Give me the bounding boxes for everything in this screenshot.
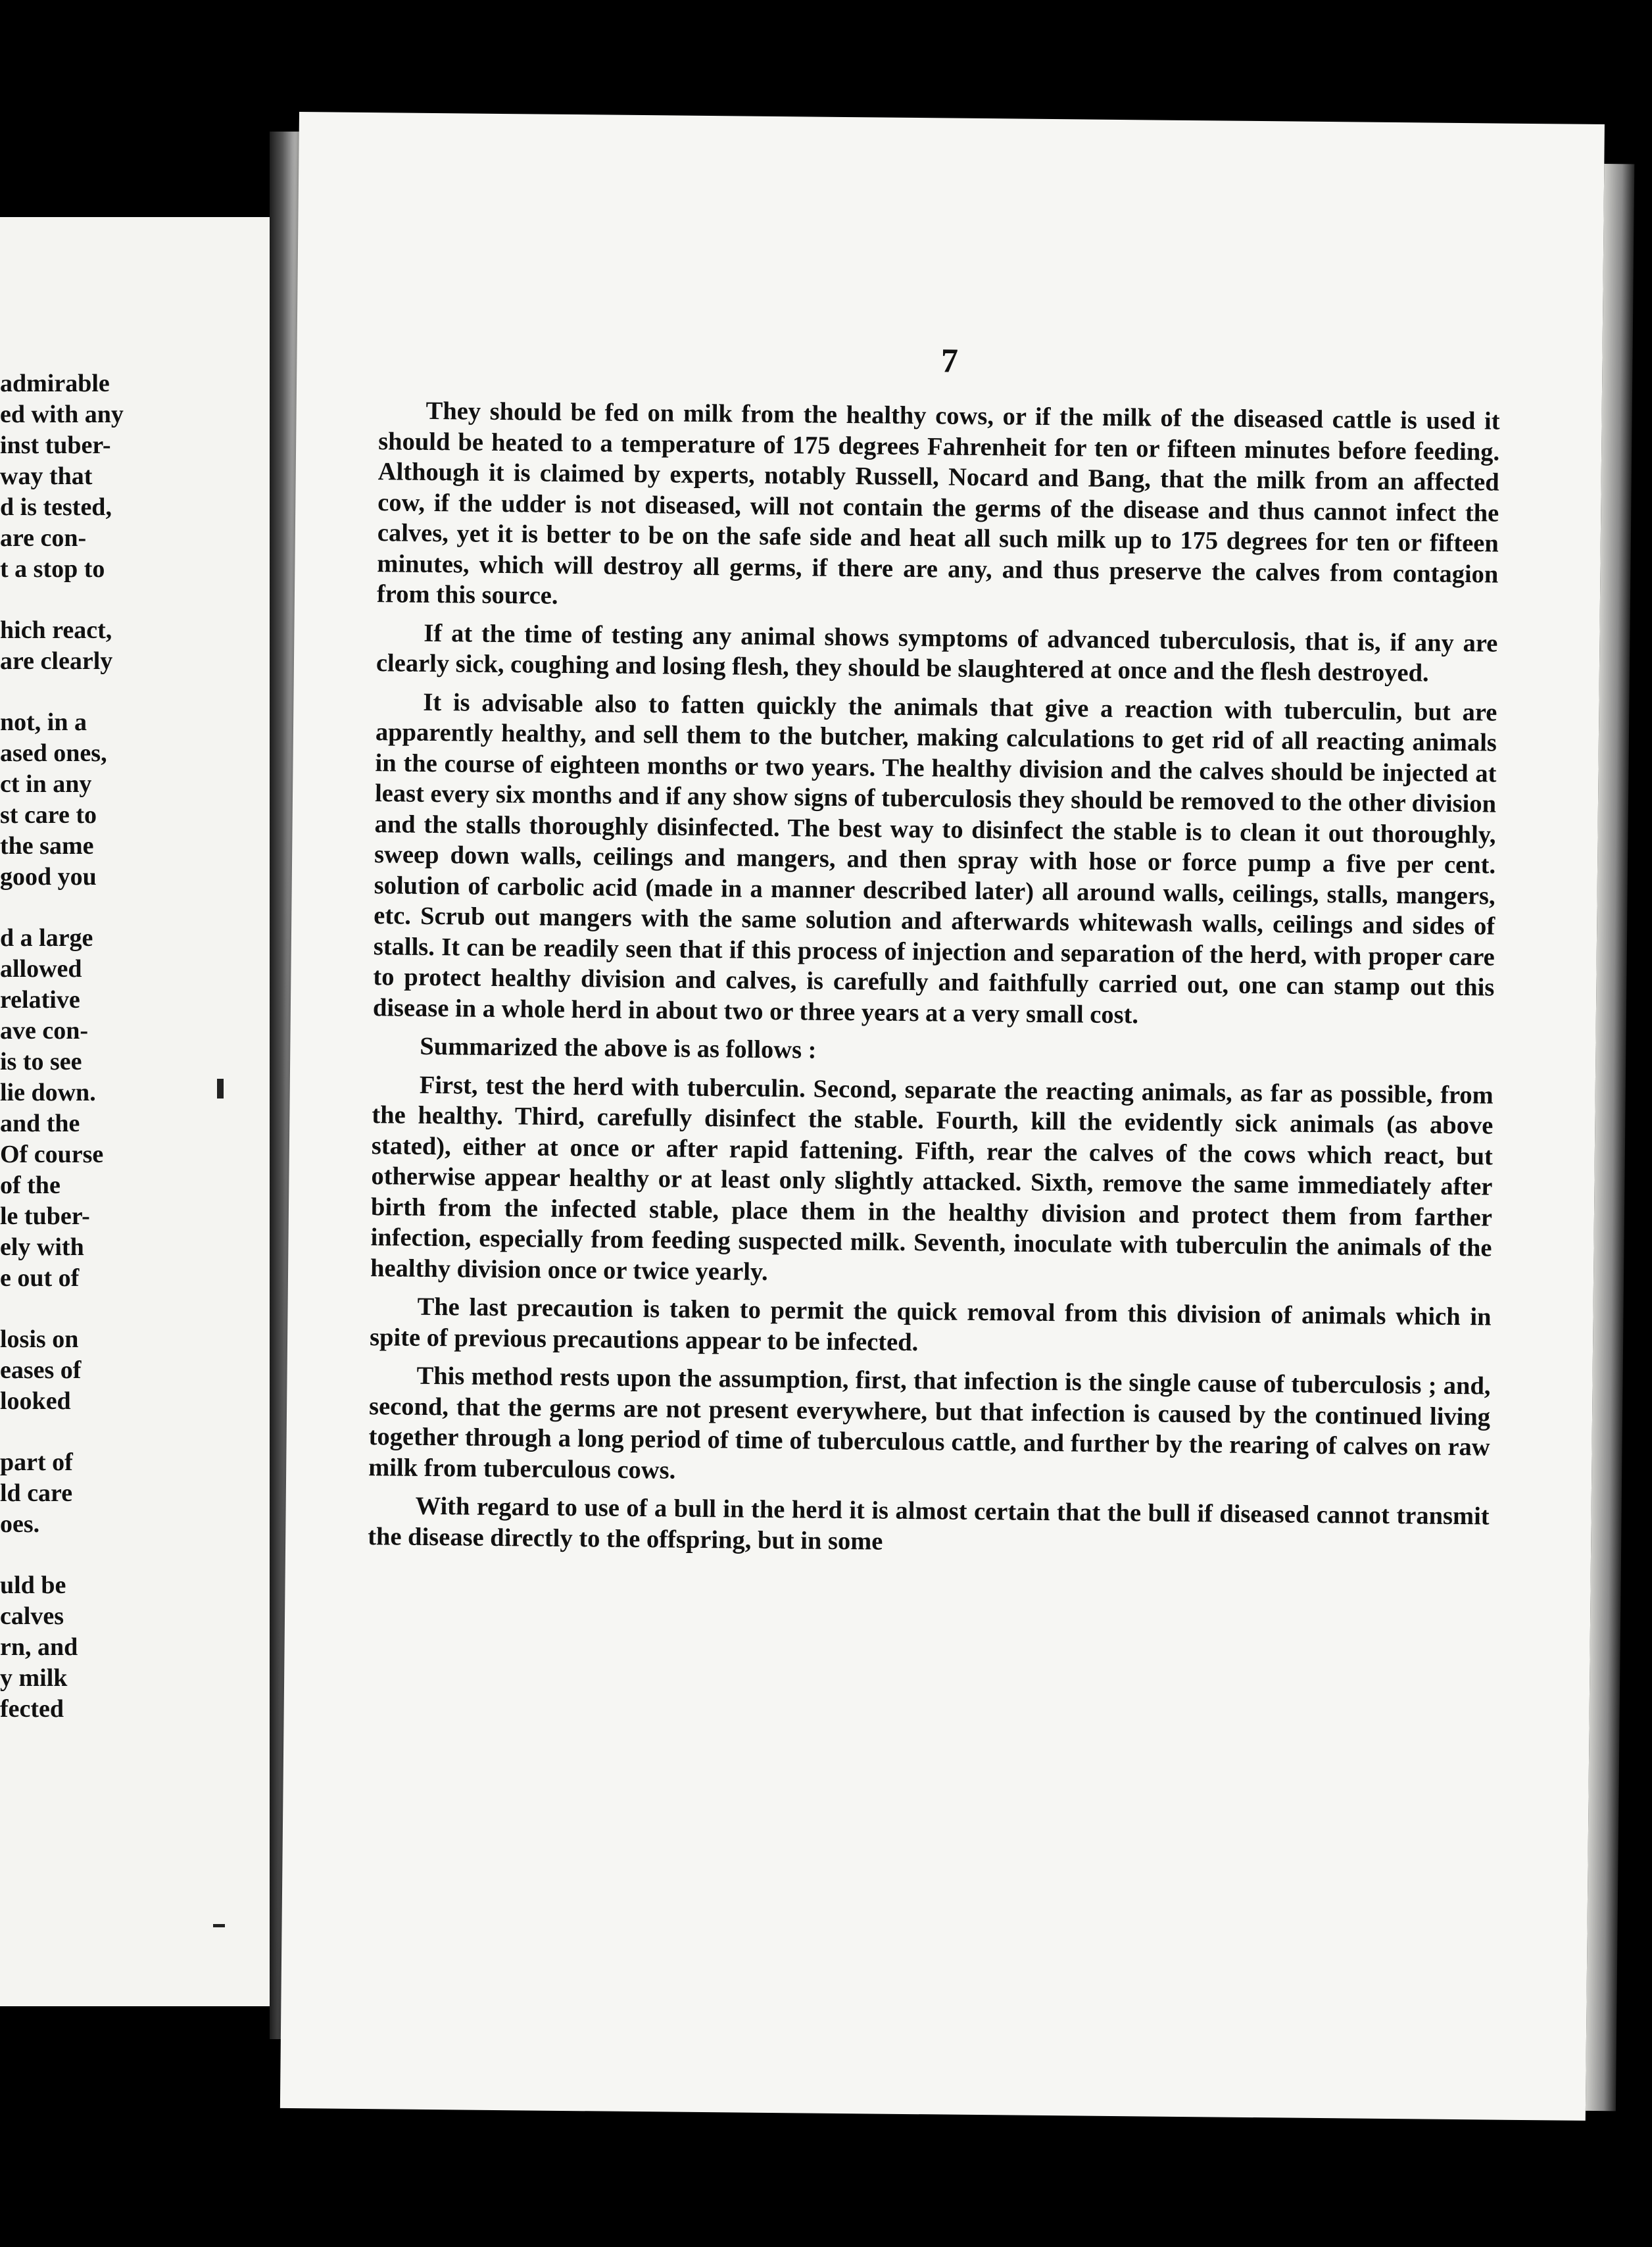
left-page-line: hich react, [0, 616, 112, 644]
page-edge-shadow [1586, 164, 1634, 2111]
page-body-text [368, 395, 1500, 1570]
left-facing-page [0, 217, 270, 2006]
left-page-line: admirable [0, 370, 110, 397]
left-page-line: eases of [0, 1356, 82, 1384]
left-page-line: of the [0, 1172, 61, 1199]
left-page-line: not, in a [0, 708, 87, 736]
left-page-line: ld care [0, 1479, 73, 1507]
left-page-line: relative [0, 986, 80, 1014]
left-page-line: uld be [0, 1571, 66, 1599]
left-page-text-fragment [0, 368, 270, 1725]
paragraph-summary-steps: First, test the herd with tuberculin. Second, separate the reacting animals, as far as possible, from the healthy. Third, carefully disinfect the stable. Fourth, kill the evidently sick animals (as above stated), either at once or after rapid fattening. Fifth, rear the calves of the cows which react, but otherwise appear healthy or at least only slightly attacked. Sixth, remove the same immediately after birth from the infected stable, place them in the healthy division and protect them from farther infection, especially from feeding suspected milk. Seventh, inoculate with tuberculin the animals of the healthy division once or twice yearly. [370, 1071, 1494, 1286]
left-page-line: are con- [0, 524, 87, 552]
left-page-line: part of [0, 1448, 73, 1476]
left-page-line: d is tested, [0, 493, 112, 521]
margin-mark-top [217, 1079, 224, 1099]
left-page-line: t a stop to [0, 555, 105, 583]
page-number: 7 [940, 342, 959, 380]
left-page-line: allowed [0, 955, 82, 983]
left-page-line: and the [0, 1110, 80, 1137]
left-page-line-gap [0, 1417, 158, 1447]
left-page-line: way that [0, 462, 93, 490]
left-page-line: lie down. [0, 1079, 96, 1106]
left-page-line: the same [0, 832, 94, 860]
binding-margin-marks [217, 1079, 225, 1934]
left-page-line: ed with any [0, 401, 124, 428]
left-page-line: are clearly [0, 647, 113, 675]
left-page-line: fected [0, 1695, 64, 1723]
left-page-line: ct in any [0, 770, 92, 798]
left-page-line-gap [0, 677, 158, 707]
left-page-line: is to see [0, 1048, 82, 1075]
paragraph-last-precaution: The last precaution is taken to permit the quick removal from this division of animals which in spite of previous precautions appear to be infected. [369, 1293, 1492, 1356]
left-page-line-gap [0, 1540, 158, 1570]
left-page-line: good you [0, 863, 97, 891]
left-page-line: losis on [0, 1325, 79, 1353]
paragraph-bull: With regard to use of a bull in the herd it is almost certain that the bull if diseased cannot transmit the disease directly to the offspring, but in some [368, 1492, 1490, 1556]
left-page-line-gap [0, 1294, 158, 1324]
margin-mark-bottom [213, 1924, 225, 1927]
left-page-line: oes. [0, 1510, 40, 1538]
left-page-line: e out of [0, 1264, 80, 1292]
left-page-line: calves [0, 1602, 64, 1630]
left-page-line: ave con- [0, 1017, 89, 1045]
left-page-line: ased ones, [0, 739, 107, 767]
left-page-line-gap [0, 893, 158, 923]
paragraph-milk-feeding: They should be fed on milk from the healthy cows, or if the milk of the diseased cattle is used it should be heated to a temperature of 175 degrees Fahrenheit for ten or fifteen minutes before feeding. Although it is claimed by experts, notably Russell, Nocard and Bang, that the milk from an affected cow, if the udder is not diseased, will not contain the germs of the disease and thus cannot infect the calves, yet it is better to be on the safe side and heat all such milk up to 175 degrees for ten or fifteen minutes, which will destroy all germs, if there are any, and thus preserve the calves from contagion from this source. [376, 397, 1500, 610]
left-page-line: le tuber- [0, 1202, 90, 1230]
paragraph-advanced-tuberculosis: If at the time of testing any animal shows symptoms of advanced tuberculosis, that is, if any are clearly sick, coughing and losing flesh, they should be slaughtered at once and the flesh destroyed. [376, 619, 1498, 687]
left-page-line: looked [0, 1387, 71, 1415]
paragraph-method-assumption: This method rests upon the assumption, first, that infection is the single cause of tuberculosis ; and, second, that the germs are not present everywhere, but that infection is caused by the continued living together through a long period of time of tuberculous cattle, and further by the rearing of calves on raw milk from tuberculous cows. [368, 1362, 1491, 1485]
paragraph-summary-heading: Summarized the above is as follows : [420, 1032, 817, 1064]
left-page-line: y milk [0, 1664, 68, 1692]
paragraph-fatten-reactors: It is advisable also to fatten quickly the animals that give a reaction with tuberculin, but are apparently healthy, and sell them to the butcher, making calculations to get rid of all reacting animals in the course of eighteen months or two years. The healthy division and the calves should be injected at least every six months and if any show signs of tuberculosis they should be removed to the other division and the stalls thoroughly disinfected. The best way to disinfect the stable is to clean it out thoroughly, sweep down walls, ceilings and mangers, and then spray with hose or force pump a five per cent. solution of carbolic acid (made in a manner described later) all around walls, ceilings, stalls, mangers, etc. Scrub out mangers with the same solution and afterwards whitewash walls, ceilings and sides of stalls. It can be readily seen that if this process of injection and separation of the herd, with proper care to protect healthy division and calves, is carefully and faithfully carried out, one can stamp out this disease in a whole herd in about two or three years at a very small cost. [372, 688, 1497, 1029]
left-page-line: inst tuber- [0, 432, 111, 459]
left-page-line: ely with [0, 1233, 84, 1261]
left-page-line: d a large [0, 924, 93, 952]
left-page-line: rn, and [0, 1633, 78, 1661]
left-page-line: Of course [0, 1141, 104, 1168]
left-page-line: st care to [0, 801, 97, 829]
left-page-line-gap [0, 585, 158, 615]
right-page [280, 112, 1605, 2121]
